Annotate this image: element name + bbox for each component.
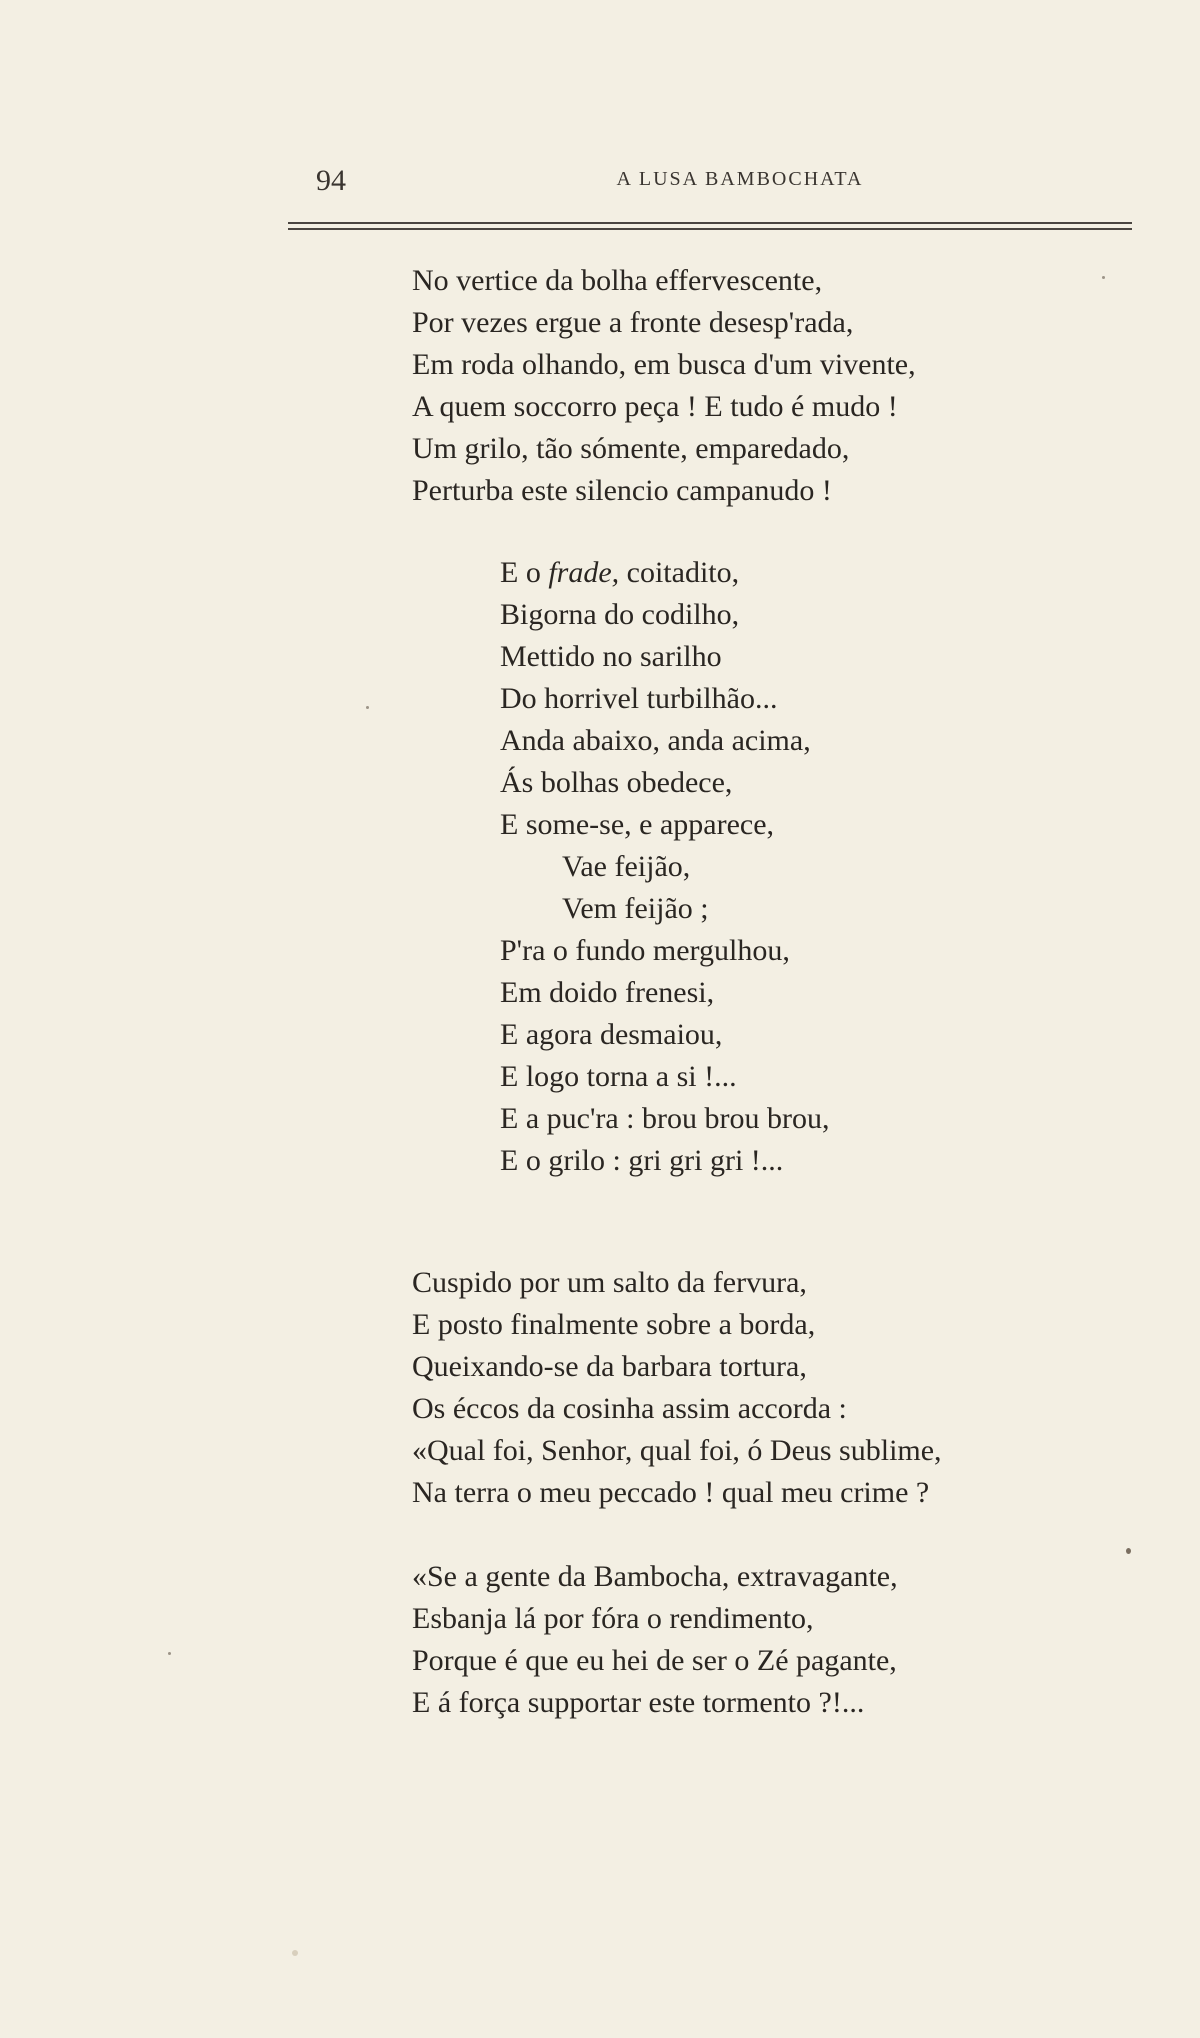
- stanza-1: [412, 260, 916, 512]
- verse-line: Do horrivel turbilhão...: [500, 682, 778, 715]
- page-number: 94: [316, 164, 346, 197]
- verse-line: Em roda olhando, em busca d'um vivente,: [412, 348, 916, 381]
- verse-line: E o grilo : gri gri gri !...: [500, 1144, 784, 1177]
- verse-line: Queixando-se da barbara tortura,: [412, 1350, 807, 1383]
- verse-line: Anda abaixo, anda acima,: [500, 724, 811, 757]
- verse-line: E á força supportar este tormento ?!...: [412, 1686, 865, 1719]
- verse-line: Perturba este silencio campanudo !: [412, 474, 832, 507]
- verse-line: Mettido no sarilho: [500, 640, 722, 673]
- verse-line: E posto finalmente sobre a borda,: [412, 1308, 816, 1341]
- paper-speck: [168, 1652, 171, 1655]
- verse-line: E some-se, e apparece,: [500, 808, 775, 841]
- verse-line: Em doido frenesi,: [500, 976, 715, 1009]
- stanza-4: [412, 1556, 898, 1724]
- verse-line: E logo torna a si !...: [500, 1060, 737, 1093]
- italic-word-frade: frade,: [548, 556, 620, 589]
- verse-line: Cuspido por um salto da fervura,: [412, 1266, 807, 1299]
- verse-line: A quem soccorro peça ! E tudo é mudo !: [412, 390, 898, 423]
- verse-line: Esbanja lá por fóra o rendimento,: [412, 1602, 814, 1635]
- verse-line: «Se a gente da Bambocha, extravagante,: [412, 1560, 898, 1593]
- header-double-rule: [288, 222, 1132, 230]
- running-title: A LUSA BAMBOCHATA: [616, 168, 864, 190]
- paper-speck: [1126, 1548, 1131, 1554]
- verse-line-indented: Vae feijão,: [562, 850, 691, 883]
- verse-line: «Qual foi, Senhor, qual foi, ó Deus sublime,: [412, 1434, 942, 1467]
- stanza-3: [412, 1262, 942, 1514]
- verse-line: E a puc'ra : brou brou brou,: [500, 1102, 830, 1135]
- verse-line: Os éccos da cosinha assim accorda :: [412, 1392, 847, 1425]
- verse-line: Bigorna do codilho,: [500, 598, 740, 631]
- verse-line: P'ra o fundo mergulhou,: [500, 934, 790, 967]
- verse-line: [500, 552, 829, 594]
- verse-line: Por vezes ergue a fronte desesp'rada,: [412, 306, 854, 339]
- verse-line-prefix: E o: [500, 556, 549, 589]
- verse-line-suffix: coitadito,: [619, 556, 740, 589]
- verse-line: Na terra o meu peccado ! qual meu crime ?: [412, 1476, 930, 1509]
- verse-line: Ás bolhas obedece,: [500, 766, 733, 799]
- stanza-2: [500, 552, 829, 1182]
- paper-speck: [292, 1950, 298, 1956]
- paper-speck: [366, 706, 369, 709]
- verse-line: Um grilo, tão sómente, emparedado,: [412, 432, 850, 465]
- verse-line: Porque é que eu hei de ser o Zé pagante,: [412, 1644, 897, 1677]
- verse-line: No vertice da bolha effervescente,: [412, 264, 823, 297]
- verse-line-indented: Vem feijão ;: [562, 892, 709, 925]
- verse-line: E agora desmaiou,: [500, 1018, 723, 1051]
- paper-speck: [1102, 276, 1105, 279]
